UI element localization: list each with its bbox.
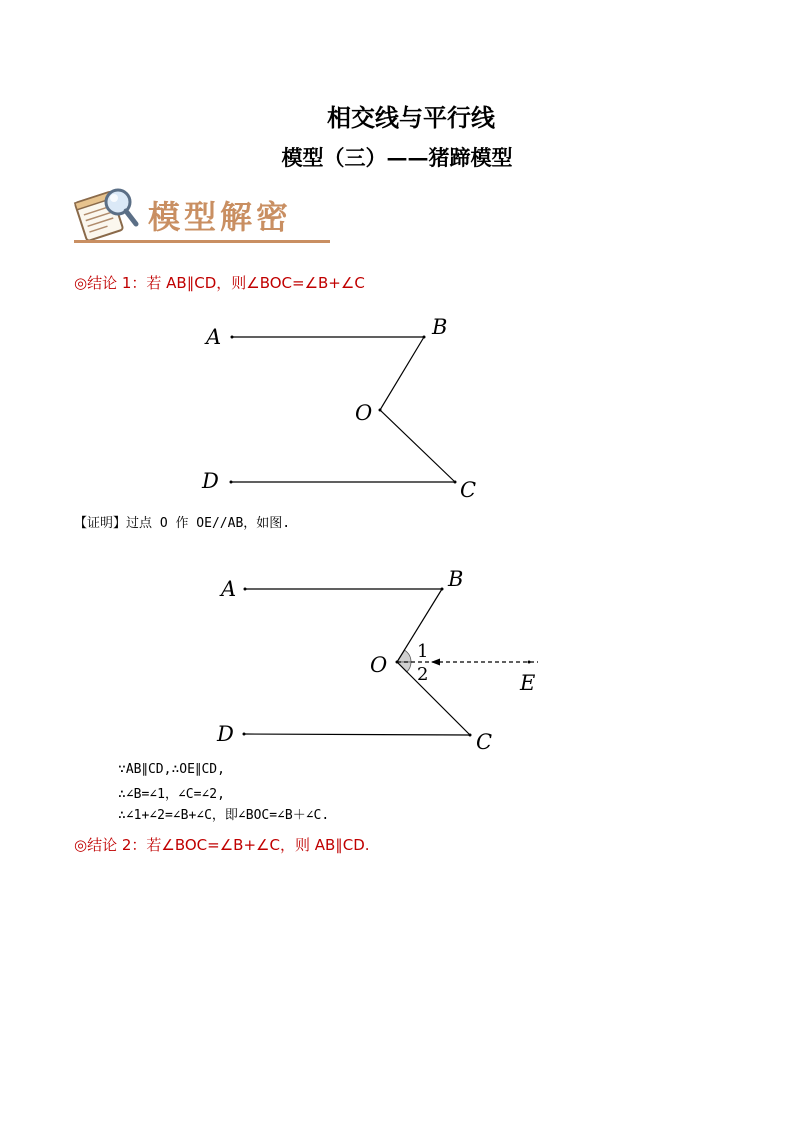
- banner-title: 模型解密: [148, 198, 293, 236]
- proof-line-2: ∴∠B=∠1，∠C=∠2,: [118, 787, 225, 802]
- segment-dc: [244, 734, 470, 735]
- angle-marks: [397, 650, 411, 662]
- conclusion-marker: ◎: [74, 274, 88, 292]
- label-c: C: [476, 730, 493, 754]
- label-d: D: [202, 469, 219, 493]
- label-b: B: [448, 567, 464, 591]
- banner-underline: [74, 240, 330, 243]
- page-subtitle: 模型（三）——猪蹄模型: [281, 145, 513, 170]
- label-o: O: [370, 653, 388, 677]
- segment-bo: [380, 337, 424, 410]
- label-a: A: [221, 577, 237, 601]
- label-b: B: [432, 315, 448, 339]
- segment-bo: [397, 589, 442, 662]
- label-a: A: [206, 325, 222, 349]
- segment-oc: [380, 410, 455, 482]
- conclusion-2: [74, 834, 370, 855]
- proof-intro: 【证明】过点 O 作 OE//AB，如图.: [74, 516, 291, 531]
- label-angle-1: 1: [417, 641, 429, 662]
- segment-oc: [397, 662, 470, 735]
- arrow-head: [431, 659, 440, 666]
- section-banner: [70, 182, 332, 248]
- page-title: 相交线与平行线: [327, 103, 495, 132]
- conclusion-1-text: 结论 1：若 AB∥CD，则∠BOC=∠B+∠C: [87, 274, 365, 292]
- notepad-magnifier-icon: [70, 182, 142, 242]
- label-o: O: [355, 401, 373, 425]
- proof-line-3: ∴∠1+∠2=∠B+∠C，即∠BOC=∠B＋∠C.: [118, 808, 330, 823]
- conclusion-1: [74, 272, 365, 293]
- label-d: D: [217, 722, 234, 746]
- conclusion-2-text: 结论 2：若∠BOC=∠B+∠C，则 AB∥CD.: [87, 836, 370, 854]
- label-angle-2: 2: [417, 664, 429, 685]
- conclusion-marker: ◎: [74, 836, 88, 854]
- proof-line-1: ∵AB∥CD,∴OE∥CD,: [118, 762, 225, 777]
- label-c: C: [460, 478, 477, 502]
- label-e: E: [520, 671, 536, 695]
